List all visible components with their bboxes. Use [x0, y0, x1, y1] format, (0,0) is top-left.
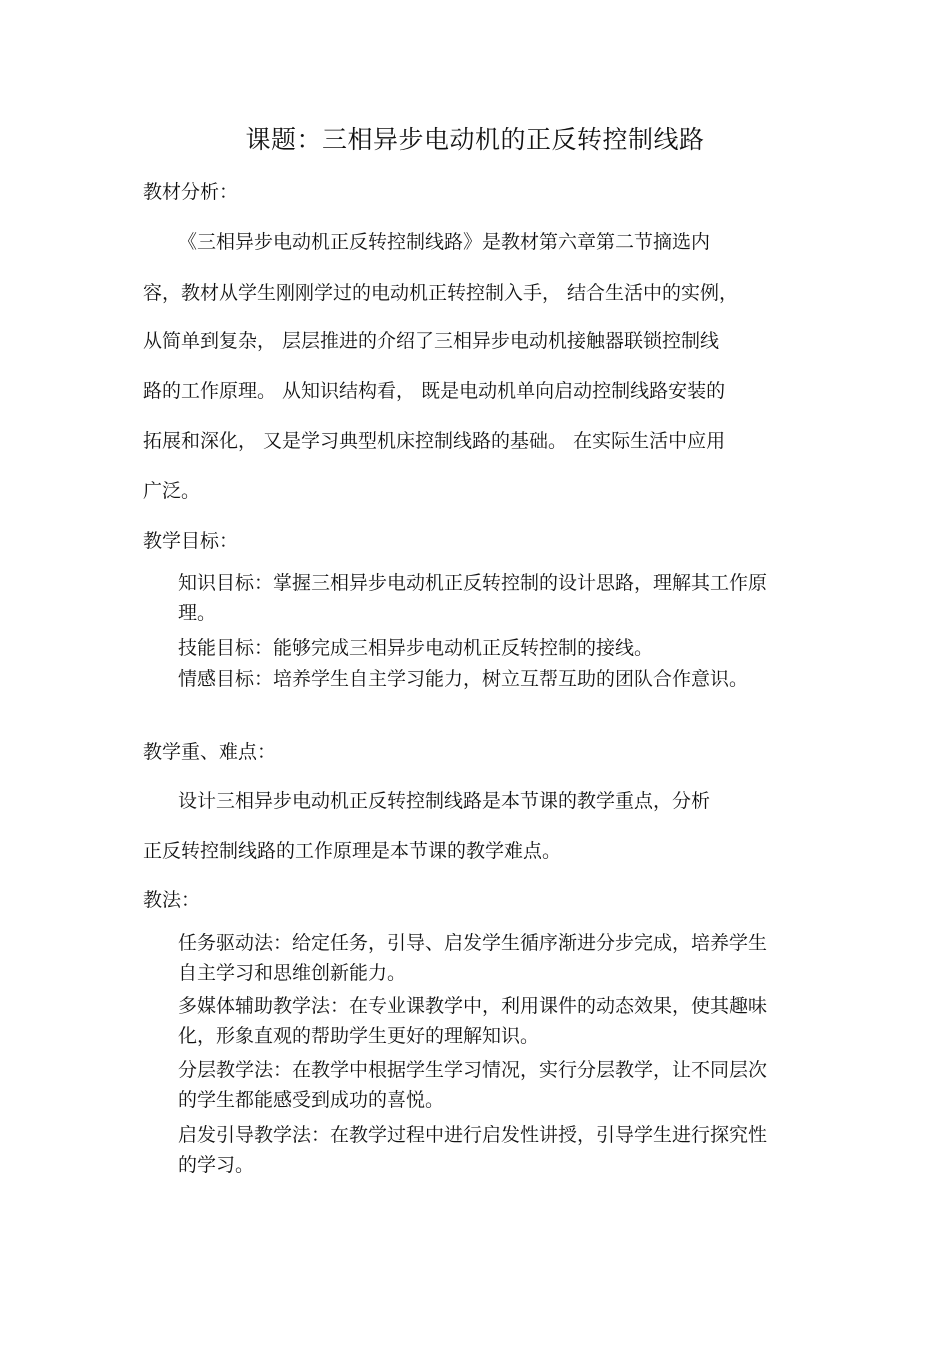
document-title: 课题：三相异步电动机的正反转控制线路 [245, 125, 705, 154]
keypoints-line: 正反转控制线路的工作原理是本节课的教学难点。 [143, 840, 562, 862]
materials-line: 路的工作原理。 从知识结构看， 既是电动机单向启动控制线路安装的 [143, 380, 726, 402]
section-heading-materials: 教材分析： [143, 181, 239, 203]
materials-line: 广泛。 [143, 480, 201, 502]
section-heading-keypoints: 教学重、难点： [143, 741, 277, 763]
method-item: 分层教学法：在教学中根据学生学习情况，实行分层教学，让不同层次的学生都能感受到成功的喜悦。 [178, 1059, 768, 1111]
materials-line: 《三相异步电动机正反转控制线路》是教材第六章第二节摘选内 [178, 231, 711, 253]
method-item: 任务驱动法：给定任务，引导、启发学生循序渐进分步完成，培养学生自主学习和思维创新能力。 [178, 932, 768, 984]
keypoints-line: 设计三相异步电动机正反转控制线路是本节课的教学重点，分析 [178, 790, 711, 812]
materials-line: 拓展和深化， 又是学习典型机床控制线路的基础。 在实际生活中应用 [143, 430, 726, 452]
materials-line: 容，教材从学生刚刚学过的电动机正转控制入手， 结合生活中的实例， [143, 282, 739, 304]
method-item: 启发引导教学法：在教学过程中进行启发性讲授，引导学生进行探究性的学习。 [178, 1124, 768, 1176]
section-heading-methods: 教法： [143, 889, 201, 911]
goal-item: 技能目标：能够完成三相异步电动机正反转控制的接线。 [178, 637, 654, 659]
section-heading-goals: 教学目标： [143, 530, 239, 552]
goal-item: 知识目标：掌握三相异步电动机正反转控制的设计思路，理解其工作原理。 [178, 572, 768, 624]
materials-line: 从简单到复杂， 层层推进的介绍了三相异步电动机接触器联锁控制线 [143, 330, 720, 352]
goal-item: 情感目标：培养学生自主学习能力，树立互帮互助的团队合作意识。 [178, 668, 749, 690]
method-item: 多媒体辅助教学法：在专业课教学中，利用课件的动态效果，使其趣味化，形象直观的帮助学生更好的理解知识。 [178, 995, 768, 1047]
